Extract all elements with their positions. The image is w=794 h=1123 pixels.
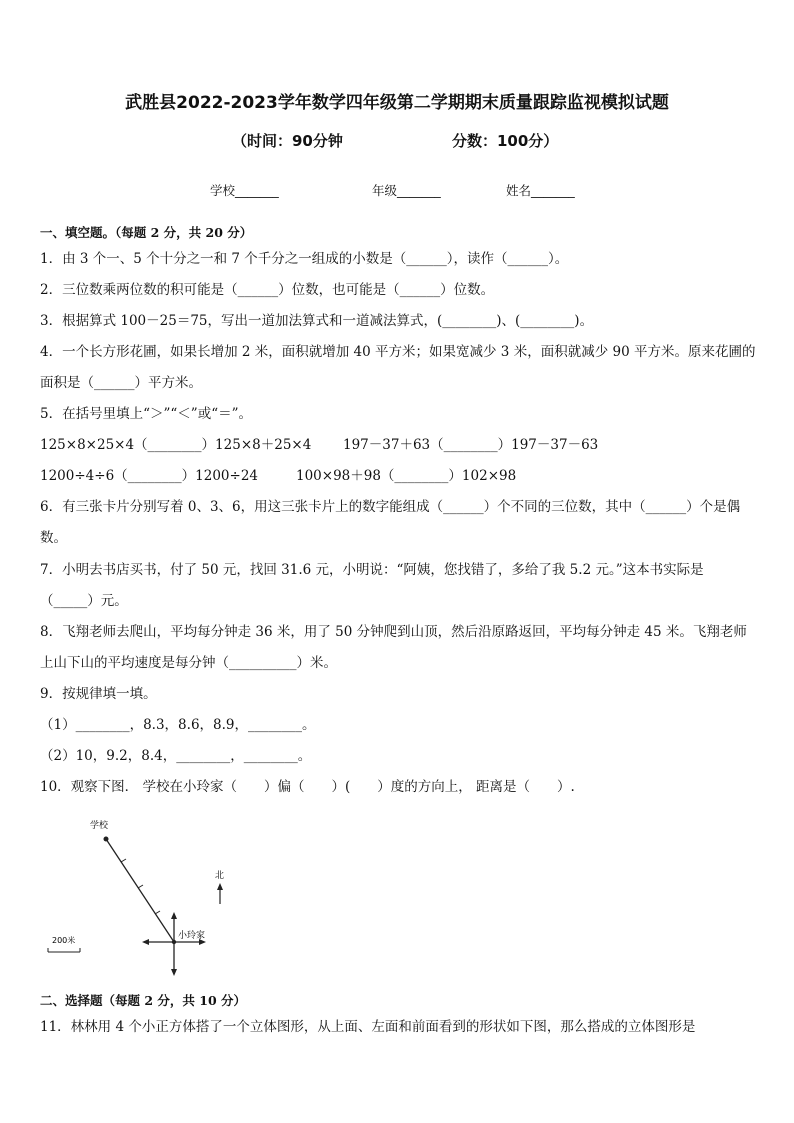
grade-field: 年级_______ xyxy=(372,183,441,198)
section-1-heading: 一、填空题。（每题 2 分，共 20 分） xyxy=(40,225,253,240)
scale-label: 200米 xyxy=(52,936,76,945)
section-2-heading: 二、选择题（每题 2 分，共 10 分） xyxy=(40,993,247,1008)
segment-tick xyxy=(138,885,143,888)
question-9-part-1: （1）________，8.3，8.6，8.9，________。 xyxy=(40,717,316,733)
question-8-line-1: 8．飞翔老师去爬山，平均每分钟走 36 米，用了 50 分钟爬到山顶，然后沿原路返回，平均每分钟走 45 米。飞翔老师 xyxy=(40,624,747,640)
question-10: 10．观察下图． 学校在小玲家（ ）偏（ ）( ）度的方向上， 距离是（ ）. xyxy=(40,779,575,795)
question-9: 9．按规律填一填。 xyxy=(40,686,157,702)
exam-score: 分数：100分） xyxy=(452,132,559,150)
question-4-line-2: 面积是（______）平方米。 xyxy=(40,375,202,391)
exam-time: （时间：90分钟 xyxy=(232,132,343,150)
question-5-item-4: 100×98＋98（________）102×98 xyxy=(296,468,517,484)
path-line xyxy=(106,839,174,942)
question-1: 1．由 3 个一、5 个十分之一和 7 个千分之一组成的小数是（______），读作（______）。 xyxy=(40,251,569,267)
school-field: 学校_______ xyxy=(210,183,279,198)
name-field: 姓名_______ xyxy=(506,183,575,198)
question-11: 11．林林用 4 个小正方体搭了一个立体图形，从上面、左面和前面看到的形状如下图，那么搭成的立体图形是 xyxy=(40,1019,696,1035)
school-label: 学校 xyxy=(90,821,109,831)
question-5-item-1: 125×8×25×4（________）125×8＋25×4 xyxy=(40,437,312,453)
direction-diagram xyxy=(40,812,240,982)
question-7-line-1: 7．小明去书店买书，付了 50 元，找回 31.6 元，小明说：“阿姨，您找错了，多给了我 5.2 元。”这本书实际是 xyxy=(40,562,704,578)
segment-tick xyxy=(155,911,160,914)
question-8-line-2: 上山下山的平均速度是每分钟（__________）米。 xyxy=(40,655,337,671)
question-6-line-2: 数。 xyxy=(40,530,67,546)
north-label: 北 xyxy=(215,871,225,881)
question-5-item-2: 197－37＋63（________）197－37－63 xyxy=(343,437,599,453)
question-5: 5．在括号里填上“＞”“＜”或“＝”。 xyxy=(40,406,252,422)
arrow-left-icon xyxy=(142,939,149,945)
home-label: 小玲家 xyxy=(178,931,206,941)
arrow-down-icon xyxy=(171,969,177,976)
question-2: 2．三位数乘两位数的积可能是（______）位数，也可能是（______）位数。 xyxy=(40,282,495,298)
question-5-item-3: 1200÷4÷6（________）1200÷24 xyxy=(40,468,259,484)
segment-tick xyxy=(121,859,126,862)
question-9-part-2: （2）10，9.2，8.4，________，________。 xyxy=(40,748,312,764)
exam-title: 武胜县2022-2023学年数学四年级第二学期期末质量跟踪监视模拟试题 xyxy=(125,93,669,113)
home-point xyxy=(172,940,176,944)
question-6-line-1: 6．有三张卡片分别写着 0、3、6，用这三张卡片上的数字能组成（______）个不同的三位数，其中（______）个是偶 xyxy=(40,499,741,515)
question-7-line-2: （_____）元。 xyxy=(40,593,128,609)
question-4-line-1: 4．一个长方形花圃，如果长增加 2 米，面积就增加 40 平方米；如果宽减少 3 米，面积就减少 90 平方米。原来花圃的 xyxy=(40,344,756,360)
north-arrow-icon xyxy=(217,883,223,890)
school-point xyxy=(104,837,109,842)
arrow-up-icon xyxy=(171,912,177,919)
question-3: 3．根据算式 100－25＝75，写出一道加法算式和一道减法算式，(________)、(________)。 xyxy=(40,313,594,329)
